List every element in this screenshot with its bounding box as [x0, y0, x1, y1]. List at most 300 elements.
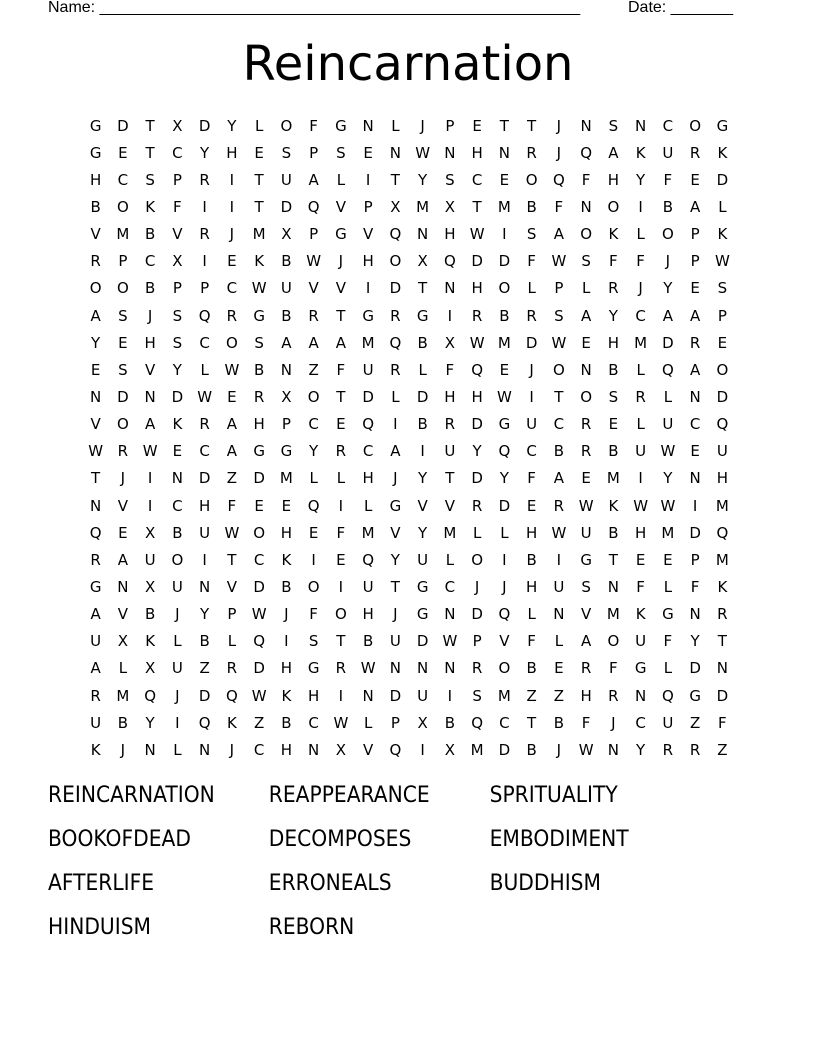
- grid-letter: N: [444, 659, 456, 678]
- grid-letter: F: [336, 360, 346, 379]
- word-list-item: REINCARNATION: [48, 783, 215, 808]
- grid-letter: Y: [418, 469, 428, 488]
- grid-letter: D: [416, 632, 429, 651]
- grid-letter: I: [229, 197, 235, 216]
- grid-letter: I: [393, 415, 398, 434]
- grid-letter: C: [117, 170, 129, 189]
- grid-letter: P: [445, 116, 455, 135]
- grid-letter: P: [717, 306, 727, 325]
- grid-letter: O: [253, 523, 266, 542]
- grid-letter: J: [611, 713, 616, 732]
- grid-letter: Y: [663, 469, 673, 488]
- grid-letter: B: [144, 605, 156, 624]
- grid-letter: T: [336, 632, 346, 651]
- grid-letter: T: [145, 143, 155, 162]
- grid-letter: V: [417, 496, 428, 515]
- grid-letter: I: [420, 442, 425, 461]
- grid-letter: I: [529, 387, 534, 406]
- grid-letter: F: [309, 605, 318, 624]
- grid-letter: T: [227, 550, 237, 569]
- grid-letter: V: [90, 415, 101, 434]
- grid-letter: H: [580, 686, 592, 705]
- grid-letter: G: [662, 605, 674, 624]
- grid-letter: H: [198, 496, 211, 515]
- grid-letter: S: [472, 686, 482, 705]
- grid-letter: R: [471, 659, 483, 678]
- grid-letter: C: [253, 550, 265, 569]
- grid-letter: X: [281, 387, 292, 406]
- grid-row: [82, 492, 736, 519]
- word-list-item: EMBODIMENT: [489, 827, 629, 852]
- grid-letter: J: [556, 116, 562, 135]
- grid-letter: U: [662, 713, 674, 732]
- grid-letter: S: [581, 577, 591, 596]
- grid-letter: H: [226, 143, 238, 162]
- grid-letter: O: [471, 550, 484, 569]
- grid-letter: V: [362, 225, 374, 244]
- grid-letter: T: [499, 116, 509, 135]
- grid-letter: W: [660, 496, 676, 515]
- grid-letter: U: [389, 632, 401, 651]
- grid-letter: Y: [690, 632, 700, 651]
- grid-letter: N: [689, 387, 701, 406]
- grid-letter: N: [280, 360, 292, 379]
- grid-letter: K: [226, 713, 237, 732]
- grid-letter: T: [145, 116, 155, 135]
- grid-letter: D: [471, 469, 483, 488]
- grid-letter: W: [496, 387, 512, 406]
- grid-letter: I: [502, 550, 507, 569]
- grid-letter: W: [578, 740, 594, 759]
- grid-letter: Z: [308, 360, 319, 379]
- grid-letter: Q: [471, 360, 484, 379]
- grid-letter: V: [144, 360, 156, 379]
- grid-letter: Y: [200, 605, 210, 624]
- grid-letter: C: [689, 415, 701, 434]
- grid-letter: S: [308, 632, 319, 651]
- grid-letter: K: [717, 143, 728, 162]
- grid-letter: W: [224, 523, 240, 542]
- grid-letter: T: [254, 170, 264, 189]
- grid-letter: T: [418, 279, 428, 298]
- grid-letter: E: [254, 496, 264, 515]
- grid-letter: D: [198, 469, 211, 488]
- grid-letter: D: [389, 686, 402, 705]
- grid-letter: U: [635, 442, 647, 461]
- grid-letter: Q: [580, 143, 593, 162]
- grid-letter: E: [526, 496, 537, 515]
- grid-letter: P: [309, 225, 319, 244]
- grid-letter: F: [663, 170, 673, 189]
- grid-letter: Y: [418, 170, 428, 189]
- grid-letter: D: [498, 252, 511, 271]
- grid-letter: I: [338, 496, 344, 515]
- grid-letter: R: [580, 415, 592, 434]
- grid-letter: T: [336, 387, 346, 406]
- grid-letter: I: [311, 550, 316, 569]
- grid-letter: M: [606, 605, 620, 624]
- grid-letter: O: [89, 279, 102, 298]
- header-line: [48, 0, 733, 18]
- grid-row: [82, 465, 736, 492]
- grid-letter: Q: [89, 523, 102, 542]
- grid-letter: R: [553, 496, 565, 515]
- grid-letter: F: [581, 170, 591, 189]
- grid-row: [82, 682, 736, 709]
- grid-letter: G: [253, 306, 265, 325]
- grid-letter: S: [145, 170, 155, 189]
- grid-letter: O: [716, 360, 729, 379]
- grid-letter: M: [279, 469, 293, 488]
- grid-row: [82, 139, 736, 166]
- grid-letter: E: [254, 143, 264, 162]
- grid-letter: R: [308, 306, 319, 325]
- grid-letter: I: [229, 170, 235, 189]
- grid-letter: G: [280, 442, 293, 461]
- grid-letter: B: [172, 523, 183, 542]
- grid-letter: U: [90, 632, 102, 651]
- grid-letter: Q: [389, 333, 402, 352]
- grid-letter: Z: [717, 740, 728, 759]
- grid-letter: L: [527, 605, 536, 624]
- grid-letter: C: [526, 442, 537, 461]
- grid-letter: V: [117, 605, 128, 624]
- grid-letter: Q: [225, 686, 238, 705]
- grid-letter: H: [280, 523, 293, 542]
- grid-letter: J: [120, 469, 126, 488]
- grid-letter: O: [307, 387, 320, 406]
- grid-letter: V: [390, 523, 401, 542]
- grid-letter: U: [417, 550, 429, 569]
- grid-letter: R: [580, 442, 592, 461]
- grid-letter: Y: [636, 170, 646, 189]
- grid-letter: N: [90, 496, 102, 515]
- grid-letter: W: [469, 225, 485, 244]
- grid-letter: A: [281, 333, 292, 352]
- grid-letter: O: [280, 116, 293, 135]
- grid-letter: S: [172, 306, 183, 325]
- grid-letter: H: [362, 605, 374, 624]
- grid-letter: R: [226, 306, 238, 325]
- grid-letter: U: [417, 686, 429, 705]
- grid-letter: N: [580, 116, 592, 135]
- grid-letter: J: [529, 360, 534, 379]
- grid-letter: P: [472, 632, 482, 651]
- grid-letter: L: [363, 713, 373, 732]
- grid-letter: C: [362, 442, 374, 461]
- grid-letter: K: [635, 605, 646, 624]
- grid-letter: C: [253, 740, 265, 759]
- grid-letter: O: [116, 415, 129, 434]
- grid-letter: J: [338, 252, 344, 271]
- grid-letter: Z: [689, 713, 701, 732]
- grid-letter: Y: [145, 713, 155, 732]
- grid-letter: A: [689, 197, 701, 216]
- grid-letter: H: [444, 387, 456, 406]
- grid-letter: R: [526, 143, 537, 162]
- grid-letter: Q: [661, 360, 674, 379]
- grid-row: [82, 628, 736, 655]
- grid-letter: I: [420, 740, 425, 759]
- grid-letter: M: [116, 686, 130, 705]
- grid-letter: P: [200, 279, 210, 298]
- grid-letter: T: [472, 197, 482, 216]
- grid-letter: F: [227, 496, 237, 515]
- grid-letter: J: [665, 252, 671, 271]
- grid-letter: V: [335, 279, 346, 298]
- grid-letter: Z: [226, 469, 238, 488]
- grid-letter: B: [608, 442, 619, 461]
- grid-letter: Q: [716, 415, 729, 434]
- grid-letter: L: [636, 415, 645, 434]
- grid-letter: O: [525, 170, 538, 189]
- grid-letter: D: [471, 252, 483, 271]
- name-field-label: Name: ______________________________________________________: [48, 0, 581, 16]
- grid-letter: K: [281, 550, 292, 569]
- grid-letter: I: [202, 197, 207, 216]
- grid-letter: Q: [443, 252, 456, 271]
- grid-letter: T: [608, 550, 618, 569]
- grid-letter: M: [470, 740, 484, 759]
- grid-letter: R: [526, 306, 537, 325]
- grid-letter: P: [390, 713, 400, 732]
- grid-letter: I: [365, 279, 371, 298]
- grid-letter: A: [580, 632, 592, 651]
- grid-letter: L: [636, 225, 645, 244]
- grid-letter: W: [360, 659, 376, 678]
- grid-letter: X: [172, 252, 183, 271]
- word-list-item: BUDDHISM: [489, 871, 601, 896]
- grid-letter: J: [638, 279, 643, 298]
- grid-letter: S: [608, 116, 619, 135]
- grid-letter: C: [635, 306, 646, 325]
- grid-letter: R: [689, 143, 701, 162]
- grid-letter: P: [309, 143, 319, 162]
- grid-letter: F: [636, 252, 645, 271]
- grid-letter: X: [144, 659, 156, 678]
- grid-letter: F: [690, 577, 700, 596]
- grid-letter: M: [634, 333, 648, 352]
- grid-letter: G: [416, 577, 429, 596]
- grid-letter: U: [144, 550, 156, 569]
- grid-letter: L: [227, 632, 237, 651]
- grid-letter: C: [635, 713, 646, 732]
- grid-letter: O: [607, 632, 620, 651]
- word-list-item: ERRONEALS: [268, 871, 392, 896]
- grid-letter: Y: [418, 523, 428, 542]
- grid-letter: H: [444, 225, 456, 244]
- grid-letter: Y: [663, 279, 673, 298]
- grid-letter: H: [471, 143, 483, 162]
- grid-letter: L: [200, 360, 209, 379]
- grid-letter: P: [690, 225, 700, 244]
- word-list-item: DECOMPOSES: [268, 827, 412, 852]
- grid-letter: I: [447, 686, 453, 705]
- grid-letter: V: [172, 225, 183, 244]
- grid-letter: X: [117, 632, 129, 651]
- grid-letter: P: [118, 252, 128, 271]
- grid-letter: W: [469, 333, 485, 352]
- grid-letter: D: [253, 469, 265, 488]
- grid-letter: I: [638, 197, 643, 216]
- grid-letter: L: [636, 360, 645, 379]
- grid-letter: I: [202, 550, 207, 569]
- grid-letter: J: [229, 225, 235, 244]
- grid-letter: M: [606, 469, 620, 488]
- grid-letter: T: [554, 387, 564, 406]
- grid-letter: C: [199, 333, 210, 352]
- grid-letter: N: [635, 686, 647, 705]
- grid-letter: U: [662, 415, 674, 434]
- grid-letter: H: [634, 523, 647, 542]
- grid-letter: N: [716, 659, 728, 678]
- grid-letter: L: [254, 116, 264, 135]
- grid-row: [82, 112, 736, 139]
- grid-letter: J: [284, 605, 289, 624]
- grid-letter: B: [199, 632, 210, 651]
- grid-letter: U: [526, 415, 538, 434]
- grid-letter: J: [556, 143, 562, 162]
- grid-letter: B: [144, 279, 156, 298]
- grid-letter: B: [417, 333, 428, 352]
- grid-letter: R: [662, 740, 674, 759]
- grid-letter: E: [690, 442, 700, 461]
- grid-letter: B: [90, 197, 101, 216]
- grid-letter: I: [284, 632, 289, 651]
- grid-letter: W: [578, 496, 594, 515]
- grid-letter: V: [117, 496, 128, 515]
- grid-letter: W: [333, 713, 349, 732]
- word-list: [48, 780, 710, 944]
- grid-letter: B: [281, 306, 292, 325]
- grid-letter: Z: [199, 659, 210, 678]
- grid-letter: J: [474, 577, 480, 596]
- grid-letter: T: [254, 197, 264, 216]
- grid-letter: Y: [608, 306, 618, 325]
- grid-letter: F: [445, 360, 455, 379]
- grid-letter: L: [445, 550, 455, 569]
- grid-letter: K: [635, 143, 646, 162]
- grid-letter: K: [717, 225, 728, 244]
- grid-letter: W: [251, 605, 267, 624]
- grid-letter: F: [554, 197, 564, 216]
- grid-letter: O: [225, 333, 238, 352]
- grid-letter: F: [636, 577, 645, 596]
- grid-letter: T: [91, 469, 101, 488]
- grid-letter: K: [145, 197, 156, 216]
- grid-letter: U: [580, 523, 592, 542]
- grid-letter: O: [552, 360, 565, 379]
- grid-letter: S: [281, 143, 292, 162]
- grid-letter: I: [365, 170, 371, 189]
- grid-letter: E: [717, 333, 728, 352]
- word-list-item: REBORN: [268, 915, 355, 940]
- grid-letter: E: [690, 279, 700, 298]
- grid-row: [82, 601, 736, 628]
- grid-letter: D: [471, 605, 483, 624]
- grid-letter: M: [715, 550, 729, 569]
- grid-letter: X: [390, 197, 401, 216]
- grid-letter: N: [444, 605, 456, 624]
- page-title: Reincarnation: [242, 36, 574, 92]
- grid-letter: W: [551, 333, 567, 352]
- grid-letter: D: [525, 333, 538, 352]
- grid-letter: X: [417, 252, 428, 271]
- grid-letter: R: [199, 170, 210, 189]
- grid-letter: J: [556, 740, 562, 759]
- grid-letter: A: [308, 333, 319, 352]
- grid-letter: R: [199, 415, 210, 434]
- grid-letter: L: [663, 577, 673, 596]
- grid-letter: Q: [389, 225, 402, 244]
- grid-letter: N: [362, 686, 374, 705]
- grid-letter: N: [90, 387, 102, 406]
- grid-letter: X: [417, 713, 428, 732]
- grid-letter: D: [253, 659, 265, 678]
- grid-letter: J: [175, 605, 180, 624]
- grid-letter: A: [335, 333, 346, 352]
- grid-letter: B: [526, 197, 537, 216]
- grid-letter: N: [607, 577, 619, 596]
- grid-letter: I: [202, 252, 207, 271]
- grid-letter: T: [527, 116, 537, 135]
- grid-letter: U: [553, 577, 565, 596]
- grid-letter: L: [391, 116, 400, 135]
- grid-letter: O: [307, 577, 320, 596]
- grid-letter: N: [117, 577, 129, 596]
- grid-letter: B: [553, 713, 565, 732]
- grid-letter: W: [551, 252, 567, 271]
- grid-letter: N: [607, 740, 619, 759]
- grid-letter: W: [197, 387, 213, 406]
- grid-letter: I: [175, 713, 180, 732]
- grid-row: [82, 383, 736, 410]
- grid-letter: R: [635, 387, 646, 406]
- grid-letter: V: [499, 632, 510, 651]
- grid-letter: O: [580, 387, 593, 406]
- grid-letter: R: [717, 605, 728, 624]
- grid-letter: Q: [471, 713, 484, 732]
- grid-row: [82, 166, 736, 193]
- grid-letter: Y: [200, 143, 210, 162]
- grid-letter: M: [661, 523, 675, 542]
- grid-row: [82, 573, 736, 600]
- grid-letter: O: [171, 550, 184, 569]
- grid-letter: P: [554, 279, 564, 298]
- grid-letter: E: [118, 523, 128, 542]
- grid-letter: G: [89, 143, 102, 162]
- word-list-item: SPRITUALITY: [489, 783, 618, 808]
- grid-letter: Y: [390, 550, 400, 569]
- grid-letter: A: [226, 442, 237, 461]
- grid-letter: G: [580, 550, 592, 569]
- grid-letter: B: [144, 225, 156, 244]
- grid-letter: R: [199, 225, 210, 244]
- grid-letter: M: [361, 333, 375, 352]
- grid-letter: I: [338, 577, 344, 596]
- grid-letter: S: [172, 333, 183, 352]
- grid-letter: B: [553, 442, 565, 461]
- grid-letter: T: [390, 170, 400, 189]
- grid-letter: M: [361, 523, 375, 542]
- grid-letter: D: [198, 686, 211, 705]
- grid-letter: U: [280, 170, 292, 189]
- grid-letter: B: [281, 252, 292, 271]
- grid-letter: L: [336, 469, 346, 488]
- grid-letter: D: [498, 740, 511, 759]
- grid-letter: U: [280, 279, 292, 298]
- grid-letter: L: [173, 740, 182, 759]
